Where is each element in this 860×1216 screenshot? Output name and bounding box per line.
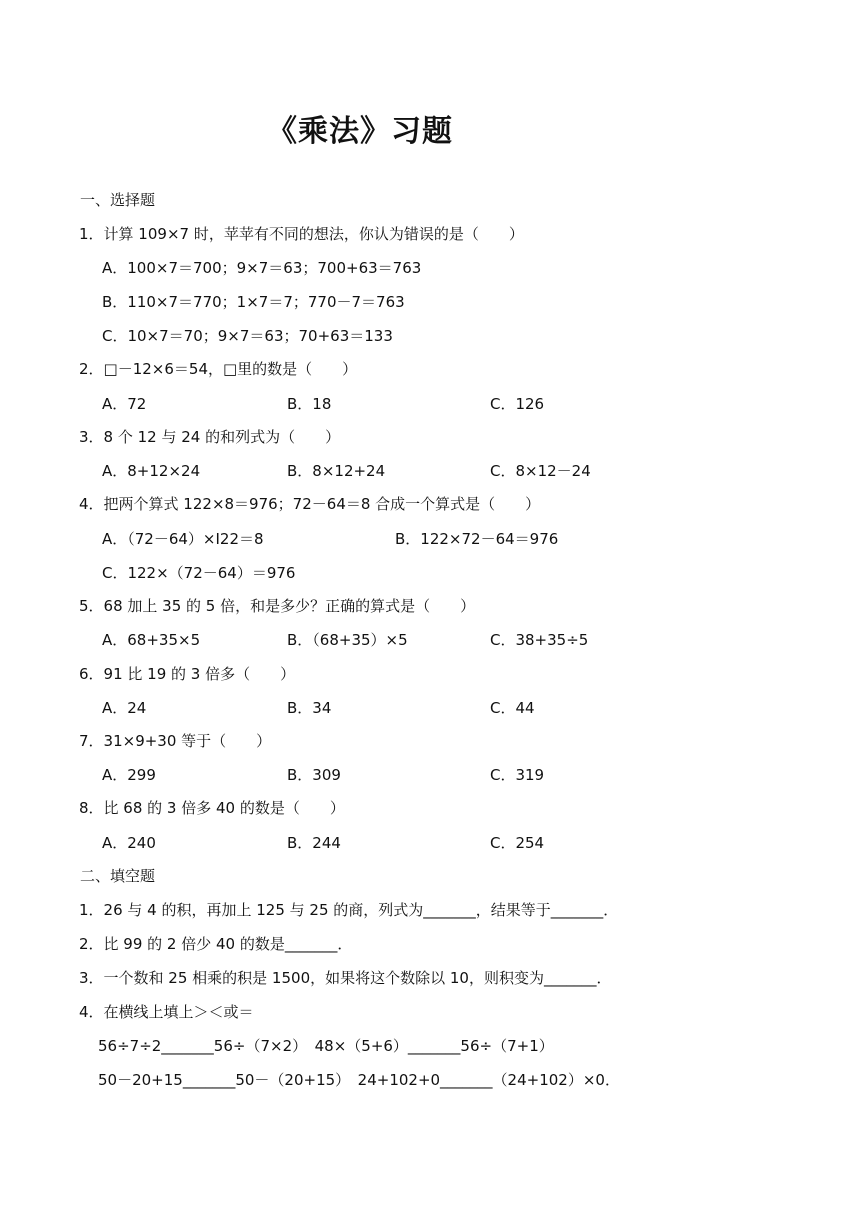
question-7-option-c: C．319	[490, 766, 545, 784]
question-7-stem: 7．31×9+30 等于（ ）	[79, 732, 272, 750]
question-1-option-b: B．110×7＝770；1×7＝7；770－7＝763	[102, 293, 405, 311]
question-2-option-a: A．72	[102, 395, 147, 413]
question-3-option-a: A．8+12×24	[102, 462, 201, 480]
question-1-stem: 1．计算 109×7 时，苹苹有不同的想法，你认为错误的是（ ）	[79, 225, 524, 243]
question-7-option-a: A．299	[102, 766, 156, 784]
question-6-option-b: B．34	[287, 699, 332, 717]
question-1-option-c: C．10×7＝70；9×7＝63；70+63＝133	[102, 327, 393, 345]
question-6-stem: 6．91 比 19 的 3 倍多（ ）	[79, 665, 296, 683]
fill-question-1: 1．26 与 4 的积，再加上 125 与 25 的商，列式为_______，结果等于_______．	[79, 901, 619, 919]
question-8-option-a: A．240	[102, 834, 156, 852]
question-3-option-b: B．8×12+24	[287, 462, 386, 480]
fill-question-4-stem: 4．在横线上填上＞＜或＝	[79, 1003, 254, 1021]
question-8-stem: 8．比 68 的 3 倍多 40 的数是（ ）	[79, 799, 345, 817]
question-8-option-b: B．244	[287, 834, 341, 852]
question-6-option-a: A．24	[102, 699, 147, 717]
question-3-option-c: C．8×12－24	[490, 462, 591, 480]
question-4-stem: 4．把两个算式 122×8＝976；72－64＝8 合成一个算式是（ ）	[79, 495, 541, 513]
page-title: 《乘法》习题	[267, 114, 453, 149]
section-heading-choice: 一、选择题	[80, 191, 156, 209]
question-1-option-a: A．100×7＝700；9×7＝63；700+63＝763	[102, 259, 422, 277]
question-8-option-c: C．254	[490, 834, 545, 852]
question-4-option-c: C．122×（72－64）＝976	[102, 564, 296, 582]
question-2-option-c: C．126	[490, 395, 545, 413]
section-heading-fill-blank: 二、填空题	[80, 867, 156, 885]
question-2-option-b: B．18	[287, 395, 332, 413]
question-7-option-b: B．309	[287, 766, 341, 784]
question-2-stem: 2．□－12×6＝54，□里的数是（ ）	[79, 360, 358, 378]
fill-question-2: 2．比 99 的 2 倍少 40 的数是_______．	[79, 935, 353, 953]
fill-question-3: 3．一个数和 25 相乘的积是 1500，如果将这个数除以 10，则积变为_______．	[79, 969, 612, 987]
question-6-option-c: C．44	[490, 699, 535, 717]
fill-question-4-line-1: 56÷7÷2_______56÷（7×2） 48×（5+6）_______56÷（7+1）	[98, 1037, 554, 1055]
question-5-option-c: C．38+35÷5	[490, 631, 589, 649]
question-5-stem: 5．68 加上 35 的 5 倍，和是多少？正确的算式是（ ）	[79, 597, 476, 615]
question-5-option-a: A．68+35×5	[102, 631, 201, 649]
question-5-option-b: B．（68+35）×5	[287, 631, 408, 649]
question-3-stem: 3．8 个 12 与 24 的和列式为（ ）	[79, 428, 341, 446]
fill-question-4-line-2: 50－20+15_______50－（20+15） 24+102+0_______（24+102）×0．	[98, 1071, 620, 1089]
question-4-option-a: A．（72－64）×I22＝8	[102, 530, 264, 548]
question-4-option-b: B．122×72－64＝976	[395, 530, 559, 548]
